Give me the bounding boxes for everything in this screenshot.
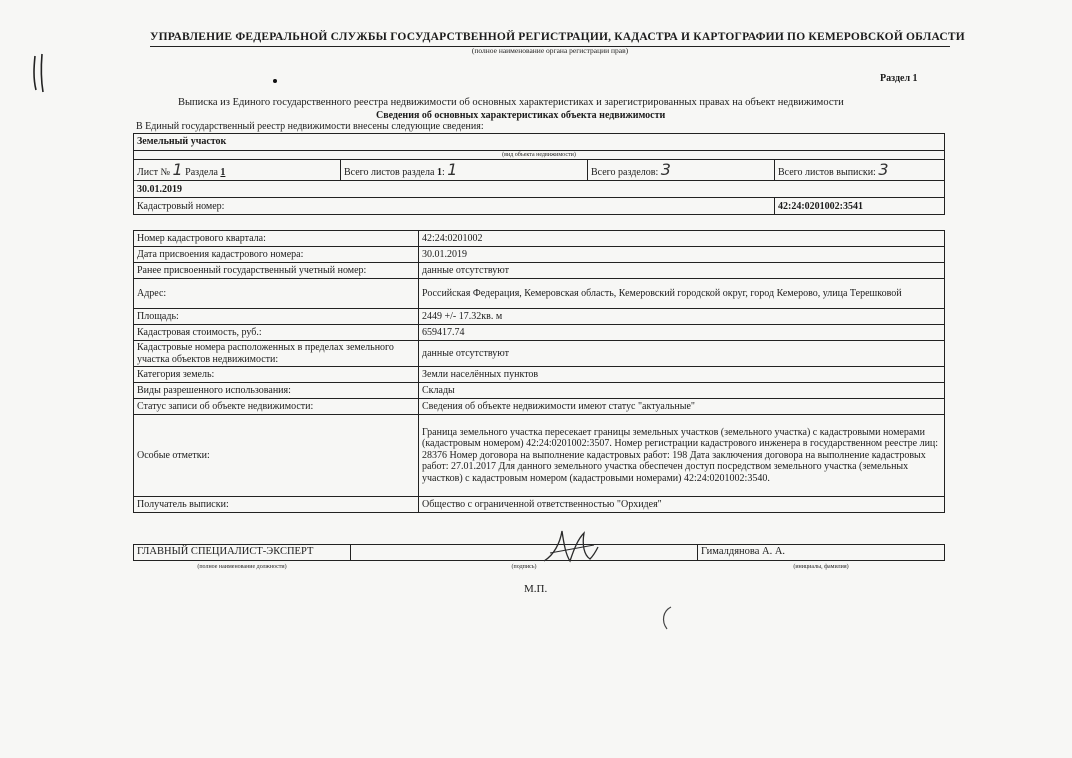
table-row (134, 341, 945, 367)
handwritten-margin-mark (30, 52, 50, 94)
total-sheets-cell (775, 160, 945, 181)
object-type: Земельный участок (134, 134, 945, 151)
extract-date: 30.01.2019 (134, 181, 945, 198)
row-label: Особые отметки: (134, 415, 419, 497)
table-row (134, 367, 945, 383)
row-value: данные отсутствуют (419, 341, 945, 367)
sheets-in-section-cell: Всего листов раздела 1: 1 (341, 160, 588, 181)
table-row (134, 415, 945, 497)
table-row (134, 325, 945, 341)
section-number-value: 1 (220, 167, 226, 178)
table-row (134, 399, 945, 415)
position-caption: (полное наименование должности) (197, 564, 287, 571)
official-name: Гималдянова А. А. (698, 545, 945, 561)
section-label: Раздел 1 (880, 73, 918, 84)
row-label: Получатель выписки: (134, 497, 419, 513)
name-caption: (инициалы, фамилия) (793, 564, 849, 571)
signature-caption: (подпись) (511, 564, 537, 571)
table-row (134, 383, 945, 399)
organization-title: УПРАВЛЕНИЕ ФЕДЕРАЛЬНОЙ СЛУЖБЫ ГОСУДАРСТВЕННОЙ РЕГИСТРАЦИИ, КАДАСТРА И КАРТОГРАФИИ ПО КЕМЕРОВСКОЙ ОБЛАСТИ (150, 31, 965, 43)
sheet-number-cell (134, 160, 341, 181)
row-label: Виды разрешенного использования: (134, 383, 419, 399)
row-value: Российская Федерация, Кемеровская область, Кемеровский городской округ, город Кемерово, улица Терешковой (419, 279, 945, 309)
table-row (134, 263, 945, 279)
row-value: 42:24:0201002 (419, 231, 945, 247)
row-label: Номер кадастрового квартала: (134, 231, 419, 247)
total-sheets-label: Всего листов выписки: (778, 167, 876, 178)
table-row (134, 231, 945, 247)
row-value: Общество с ограниченной ответственностью "Орхидея" (419, 497, 945, 513)
intro-line: В Единый государственный реестр недвижимости внесены следующие сведения: (136, 121, 484, 132)
object-type-caption: (вид объекта недвижимости) (134, 151, 945, 160)
section-heading: Сведения об основных характеристиках объекта недвижимости (376, 110, 666, 121)
total-sections-cell (588, 160, 775, 181)
row-label: Кадастровая стоимость, руб.: (134, 325, 419, 341)
handwritten-mark (657, 603, 677, 633)
row-label: Дата присвоения кадастрового номера: (134, 247, 419, 263)
ink-dot (273, 79, 277, 83)
table-row (134, 279, 945, 309)
table-row (134, 309, 945, 325)
total-sections-label: Всего разделов: (591, 167, 659, 178)
row-label: Кадастровые номера расположенных в пределах земельного участка объектов недвижимости: (134, 341, 419, 367)
row-value: 30.01.2019 (419, 247, 945, 263)
row-value: Земли населённых пунктов (419, 367, 945, 383)
row-value: 2449 +/- 17.32кв. м (419, 309, 945, 325)
row-label: Ранее присвоенный государственный учетный номер: (134, 263, 419, 279)
signature-block (133, 544, 945, 574)
organization-caption: (полное наименование органа регистрации прав) (471, 46, 629, 55)
object-summary-table (133, 133, 945, 215)
sheets-in-section-printed: 1 (436, 167, 442, 178)
row-value: Граница земельного участка пересекает границы земельных участков (земельного участка) с кадастровыми номерами (кадастровым номером) 42:24:0201002:3507. Номер регистрации кадастрового инженера в государственном реестре лиц: 28376 Номер договора на выполнение кадастровых работ: 198 Дата заключения договора на выполнение кадастровых работ: 27.01.2017 Для данного земельного участка обеспечен доступ посредством земельного участка (земельных участков) с кадастровым номером (кадастровыми номерами) 42:24:0201002:3540. (419, 415, 945, 497)
extract-title: Выписка из Единого государственного реестра недвижимости об основных характеристиках и зарегистрированных правах на объект недвижимости (178, 97, 844, 108)
cadastral-number-value: 42:24:0201002:3541 (775, 198, 945, 215)
official-position: ГЛАВНЫЙ СПЕЦИАЛИСТ-ЭКСПЕРТ (134, 545, 351, 561)
cadastral-number-label: Кадастровый номер: (134, 198, 775, 215)
sheets-in-section-value: 1 (447, 160, 458, 179)
row-value: данные отсутствуют (419, 263, 945, 279)
stamp-place: М.П. (524, 583, 548, 595)
row-value: Сведения об объекте недвижимости имеют статус "актуальные" (419, 399, 945, 415)
row-label: Адрес: (134, 279, 419, 309)
signature-field (351, 545, 698, 561)
sheet-label: Лист № (137, 167, 170, 178)
row-label: Статус записи об объекте недвижимости: (134, 399, 419, 415)
handwritten-signature (540, 525, 600, 570)
table-row (134, 247, 945, 263)
row-value: 659417.74 (419, 325, 945, 341)
total-sheets-value: 3 (878, 160, 889, 179)
sheets-in-section-label: Всего листов раздела (344, 167, 435, 178)
sheet-value: 1 (172, 160, 183, 179)
row-label: Категория земель: (134, 367, 419, 383)
characteristics-table (133, 230, 945, 513)
section-number-label: Раздела (185, 167, 218, 178)
row-value: Склады (419, 383, 945, 399)
total-sections-value: 3 (660, 160, 671, 179)
row-label: Площадь: (134, 309, 419, 325)
table-row (134, 497, 945, 513)
